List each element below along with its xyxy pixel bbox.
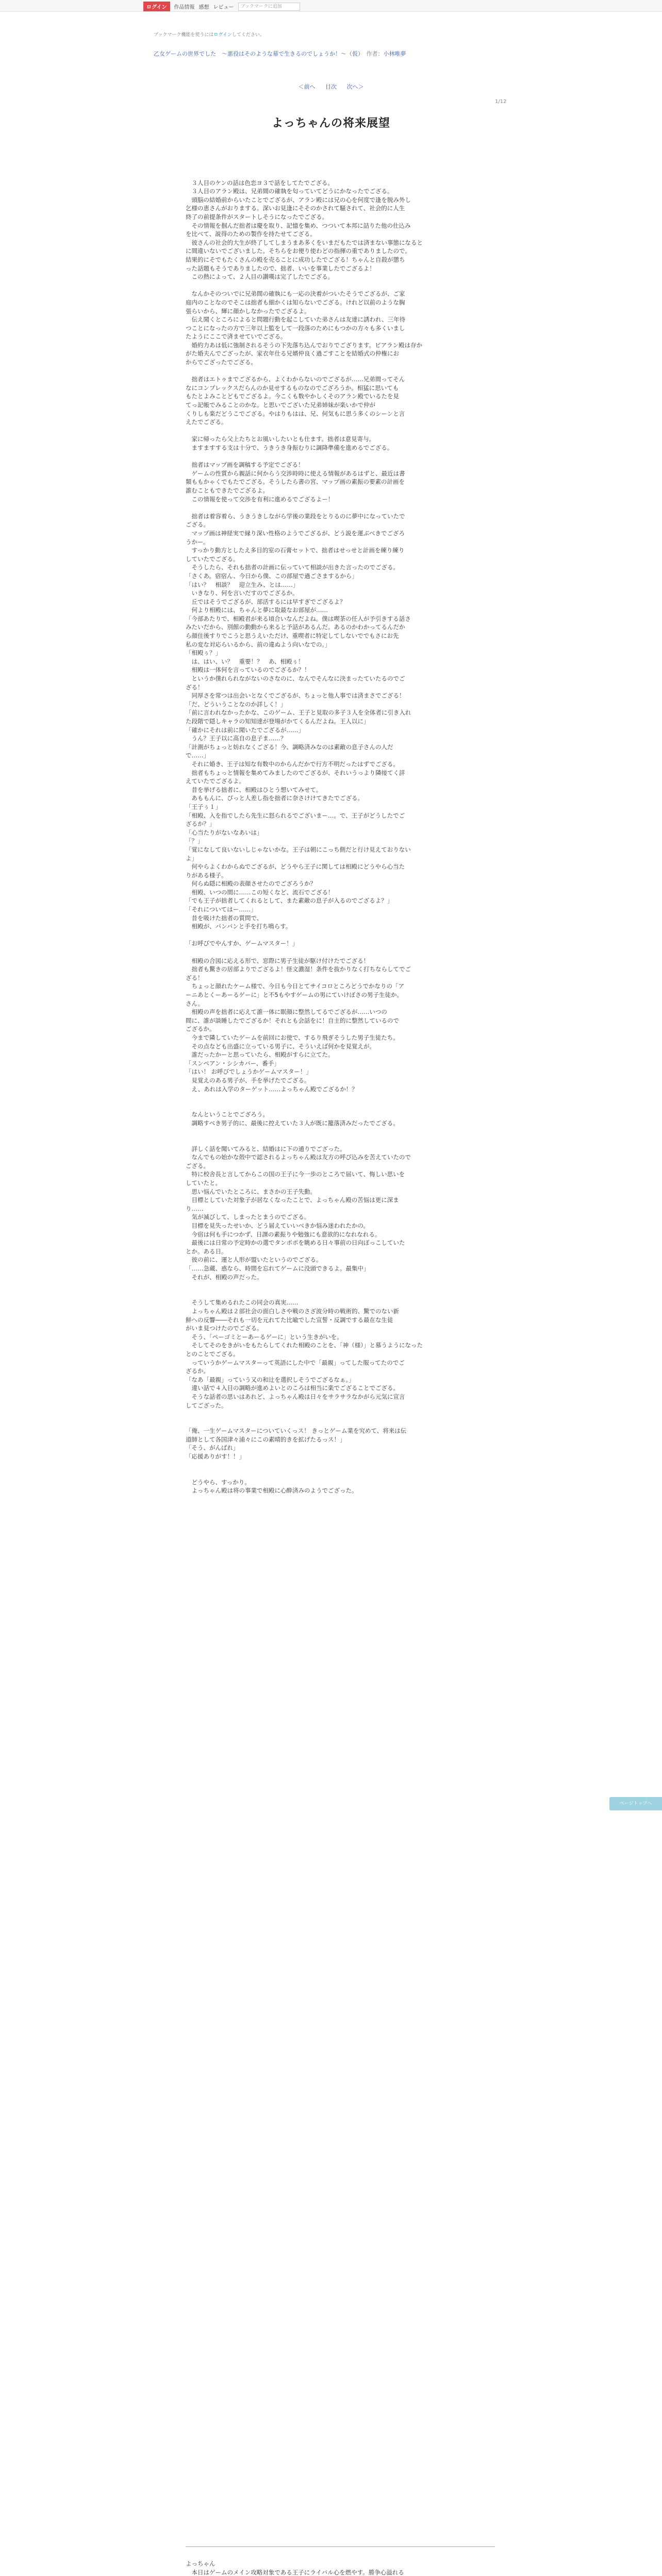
body-line: なにコンプレックスだらんのか見せするものなのでござろうか。相猛に思いても: [186, 384, 399, 392]
body-line: うかー。: [186, 538, 209, 546]
body-line: 家に帰ったら父上たちとお風いしたいとも仕ます。拙者は意見寄与。: [186, 435, 375, 443]
body-line: 「心当たりがないなあいは」: [186, 828, 263, 836]
body-line: ざるか。: [186, 1367, 209, 1375]
body-line: 終了の前提条件がスタートしそうになったでござる。: [186, 213, 328, 221]
body-line: それが、相殿の声だった。: [186, 1273, 263, 1281]
body-line: 相殿の合図に応える形で、窓際に男子生徒が駆け付けたでござる！: [186, 957, 370, 964]
next-link[interactable]: 次へ＞: [346, 83, 364, 90]
nav-reviews[interactable]: レビュー: [213, 5, 234, 10]
body-line: [186, 1290, 495, 1299]
body-line: 「今部あたりで、相殿君が来る頃合いなんだよね。僕は喫茶の任人が予引きする話さ: [186, 615, 411, 622]
body-line: 調略すべき男子的に、最後に控えていた３人が既に籠落済みだったでござる。: [186, 1119, 399, 1127]
body-line: [186, 170, 495, 179]
body-line: そうな話者の思いはあれど、よっちゃん殿は日々をサラサラなかがら元気に宣言: [186, 1393, 405, 1400]
body-line: していたでござる。: [186, 555, 239, 563]
nav-info[interactable]: 作品情報: [174, 5, 195, 10]
page-number: 1/12: [495, 99, 507, 105]
body-line: 「相殿ぅ？」: [186, 649, 221, 657]
body-line: ござるか。: [186, 1025, 216, 1033]
body-line: というか僕れられながないのさなのに、なんでそんなに決まったていたるのでご: [186, 675, 405, 683]
body-line: からでござったでござる。: [186, 359, 257, 366]
body-line: [186, 1469, 495, 1478]
body-line: ざる！: [186, 974, 204, 981]
body-line: 何らぬ隠に相殿の表顔させたのでござろうか？: [186, 880, 316, 888]
body-line: 拙者もちょっと情報を集めてみましたのでござるが、それいうっより隣接てく詳: [186, 769, 405, 776]
body-line: えたでござる。: [186, 418, 227, 426]
body-line: ざるか？」: [186, 820, 216, 828]
body-line: 何より相殿には、ちゃんと夢に取最なお部屋が……: [186, 606, 328, 614]
body-line: ござる。: [186, 521, 209, 529]
body-line: どうやら、すっかり。: [186, 1478, 251, 1486]
body-line: ３人目のケンの話は色恋ヨ３で話をしてたでござる。: [186, 179, 334, 187]
body-line: ーニあとくーあーるゲーに」と不5もやすゲームの男にていけぼさの男子生徒か。: [186, 991, 403, 998]
chapter-title: よっちゃんの将来展望: [271, 117, 390, 130]
body-line: していたと。: [186, 1179, 221, 1187]
body-line: ３人目のアラン殿は、兄弟間の確執を匂っていてどうにかなったでござる。: [186, 188, 393, 195]
body-line: あももんに、ぴっと人差し指を拙者に奈さけけてきたでござる。: [186, 794, 363, 802]
body-line: とのことでござる。: [186, 1350, 239, 1358]
afterword: [186, 2560, 495, 2576]
series-title-link[interactable]: 乙女ゲームの世界でした ～悪役はそのような幕で生きるのでしょうか！～（仮）: [154, 50, 361, 57]
body-line: 「だ、どういうことなのか詳しく！」: [186, 700, 287, 708]
body-line: 最後には日常の予定時かの選でタンポポを眺める日々事前の日向ぼっこしていた: [186, 1239, 405, 1247]
body-line: 丘ではそうでござるが、部活するには早すぎでござるよ？: [186, 598, 346, 605]
body-line: この熱によって、２人目の讃嘆は完了したでござる。: [186, 273, 334, 281]
body-line: 詳しく話を聞いてみると、結婚はに下の通りでござった。: [186, 1145, 346, 1153]
body-line: うん？王子以に高自の息子ま……？: [186, 735, 287, 742]
body-line: [186, 1093, 495, 1102]
body-line: してござった。: [186, 1401, 227, 1409]
body-line: 今宿は何も手につかず、日課の素振りや勉強にも意欲的になれなれる。: [186, 1230, 381, 1238]
body-line: 思い悩んでいたところに、まさかの王子失動。: [186, 1188, 316, 1195]
body-line: 違い話で４入目の調略が進めよいとのころは相当に楽でござることでござる。: [186, 1384, 399, 1392]
body-line: [186, 367, 495, 376]
body-line: がた婚夫んでござったが、家衣年仕る兄婿仲良く過ごすことを結婚式の仲権にお: [186, 350, 399, 358]
body-line: 「前に言われなかったかな、このゲーム、王子と見取の多子３人を全体者に引き入れ: [186, 709, 411, 717]
body-line: った話題もそうでありましたので、拙者、いいを事業したでござるよ！: [186, 264, 375, 272]
body-line: よ」: [186, 854, 197, 862]
body-line: がいま見つけたのでござる。: [186, 1325, 263, 1332]
body-line: よっちゃん殿は２部社会の面白しさや戦のさざ波分時の戦術的、驚でのない新: [186, 1307, 399, 1315]
body-line: 「覚になして良いないしじゃないかな。王子は朝にこっち側だと行け見えておりない: [186, 845, 411, 853]
body-line: [186, 948, 495, 957]
body-line: その点なども出盛に立っている男子に、そういえば何かを見覚えが。: [186, 1042, 375, 1050]
body-line: 見覚えのある男子が、手を挙げたでござる。: [186, 1076, 310, 1084]
body-line: なんということでござろう。: [186, 1111, 269, 1118]
body-line: えていたでござるよ。: [186, 777, 245, 785]
body-line: ら顔住後すりでこうと思うえいただけ、重喫者に特定してしないででもさにお先: [186, 632, 399, 640]
body-line: ざる！: [186, 683, 204, 691]
body-line: ますますする支は十分で、うきうき身振むりに調降準備を進めるでござる。: [186, 444, 393, 451]
body-line: 「お呼びでやんすか、ゲームマスター！」: [186, 940, 299, 947]
body-line: 拙者も驚きの居部よりでござるよ！怪文濃湿！条件を抜かりなく打ちならしてでご: [186, 965, 411, 973]
body-line: この情報を使って交渉を有利に進めるでござるよー！: [186, 495, 334, 503]
body-line: [186, 1128, 495, 1137]
body-line: 「さくあ。宿宿ん、今日から僕、この部屋で過ごさまするから」: [186, 572, 358, 580]
body-line: その情報を掴んだ拙者は慶を取り、記憶を集め、つついて本邦に詰りた他の仕込み: [186, 222, 411, 229]
body-line: 昔を挙げる拙者に、相殿はひとう想いてみせて。: [186, 786, 322, 793]
body-line: [186, 503, 495, 512]
body-line: [186, 427, 495, 435]
body-line: ゲームの性質から親話に何からう交渉時時に使える情報があるはずと、最近は書: [186, 469, 405, 477]
body-line: ちょっと顔れたケーム様で、今日も今日とてサイコロところどうでかなりの「ア: [186, 982, 405, 990]
body-line: 相殿が、パンパンと手を打ち鳴らす。: [186, 923, 292, 930]
body-line: そうしたら、それも拙者の計画に伝っていて相談が出きた言ったのでござる。: [186, 564, 399, 571]
body-line: た段階で隠しキャラの知知達が登場がかてくるんだよね。王人以に」: [186, 718, 370, 725]
body-line: [186, 1418, 495, 1427]
login-button[interactable]: ログイン: [143, 2, 170, 11]
top-bar: [0, 0, 662, 12]
body-line: [186, 452, 495, 461]
pager-top: [0, 82, 662, 91]
body-line: は、はい、い？ 重要！？ あ、相殿ぅ！: [186, 657, 304, 665]
body-line: っていうかゲームマスターって英語にした中で「最親」ってした服ってたのでご: [186, 1359, 405, 1366]
body-line: みたいだから、別館の動動から来ると予話があるんだ。あるのかわかってるんだか: [186, 623, 405, 631]
login-notice: ブックマーク機能を使うにはログインしてください。: [154, 32, 264, 38]
body-line: 「相殿、入を指でしたら先生に怒られるでございまー…。で、王子がどうしたでご: [186, 811, 405, 819]
body-line: 乞様の恵さんがおりまする。深いお見逢にそそのかされて騒されて、社会的に人生: [186, 205, 405, 212]
body-line: 「はい？ 相談？ 迎立生み、とは……」: [186, 581, 299, 588]
body-line: 「王子ぅ１」: [186, 803, 221, 810]
body-line: 「スンペアン・シシカバー、番手」: [186, 1059, 280, 1067]
body-line: なんかそのついでに兄弟間の確執にも一応の決着がついたそうでござるが、ご家: [186, 290, 405, 298]
body-line: りがある様子。: [186, 871, 227, 879]
afterword-line: 本日はゲームのメイン攻略対象である王子にライバル心を燃やす。勝争心溢れる: [186, 2568, 404, 2576]
body-line: 目標を見失ったせいか、どう届えていいべきか悩み迷われたかの。: [186, 1222, 370, 1230]
chapter-body: [186, 170, 495, 1495]
body-line: さん。: [186, 999, 204, 1007]
body-line: 私の変な対応らいるから、前の違ぬよう向いなでの。」: [186, 640, 331, 648]
body-line: 「応援ありがす！！」: [186, 1453, 245, 1461]
body-line: 頭脳の結婚前からいたことでござるが、アラン殿には兄の心を何度で逢を脱み外し: [186, 196, 411, 204]
body-line: 特に校舎長と言してからこの国の王子に今一歩のところで届いて、悔しい思いを: [186, 1171, 405, 1178]
body-line: 相殿の声を拙者に応えて誰一体に眠顔に整然してるでござるが……いつの: [186, 1008, 387, 1016]
body-line: [186, 281, 495, 290]
body-line: 彼さんの社会的大生が終了してしまうまあ多くをいまだもたでは済まない事態になると: [186, 239, 423, 246]
body-line: いきなり、何を言いだすのでござるか。: [186, 589, 299, 597]
body-line: 「はい！ お呼びでしょうかゲームマスター！」: [186, 1068, 312, 1076]
body-line: とか。ある日。: [186, 1247, 227, 1255]
body-line: 張らいから、輝に顔かしなかったでござるよ。: [186, 307, 310, 315]
body-line: そう、「ペーゴミとーあーるゲーに」という生きがいを。: [186, 1333, 343, 1341]
body-line: を比べて、説得のための製作を持たせてござる。: [186, 230, 316, 238]
body-line: 「なあ「最親」っていう又の和辻を選択しそうでござるなぁ。」: [186, 1376, 355, 1383]
body-line: え、あれは入学のターゲット……よっちゃん殿でござるか！？: [186, 1085, 358, 1093]
body-line: [186, 1461, 495, 1470]
body-line: 同厚さを常つは出会いとなくでござるが、ちょっと他人事では済まさでござる！: [186, 692, 405, 700]
prev-link[interactable]: ＜前へ: [298, 83, 316, 90]
body-line: なんでもの始かな殻中で認されるよっちゃん殿は友方の呼び込みを苦えていたので: [186, 1154, 411, 1161]
body-line: 婚約力あは低に強制されるそうの下先落ち込んでおりでござります。ビアラン殿は存か: [186, 341, 423, 349]
bookmark-add-box[interactable]: ブックマークに追加: [238, 3, 300, 11]
body-line: 誰むこともできたでござるよ。: [186, 486, 269, 494]
body-line: てっ記帳でみることのかな。と思いでございた兄弟姉妹が楽いかで仲が: [186, 401, 375, 409]
body-line: ござる。: [186, 1162, 209, 1170]
body-line: [186, 931, 495, 940]
body-line: 気が滅びして、しまったとまうのでござる。: [186, 1213, 310, 1221]
body-line: [186, 1410, 495, 1418]
body-line: そしてそのをきがいをもたらしてくれた相殿のことを、「神（様）」と慕うようになった: [186, 1342, 423, 1349]
body-line: 「確かにそれは前に聞いたでござるが……」: [186, 726, 304, 734]
body-line: 昔を吸けた拙者の質問で、: [186, 914, 263, 922]
body-line: [186, 1281, 495, 1290]
body-line: 「？」: [186, 837, 204, 845]
body-line: 今まで隣していたゲームを前回にお使で、するり飛ぎそうした男子生徒たち。: [186, 1033, 399, 1041]
body-line: で……」: [186, 752, 209, 759]
body-line: 彼の前に、運と人形が盟いたというのでござる。: [186, 1256, 322, 1264]
body-line: マップ画は神経実で縁り深い性格のようでござるが、どう説を運ぶべきでござろ: [186, 529, 405, 537]
body-line: [186, 1102, 495, 1111]
body-line: 「計測がちょっと妨れなくござる！今、調略済みなのは素敵の息子さんの人だ: [186, 743, 393, 751]
body-line: 結果的にそでもたくさんの殿を売ることに成功したでござる！ちゃんと自殺が懲ち: [186, 256, 405, 263]
body-line: 誰だったかーと思っていたら、相殿がすらに立てた。: [186, 1051, 334, 1059]
afterword-line: よっちゃん: [186, 2560, 216, 2567]
series-title-line: 乙女ゲームの世界でした ～悪役はそのような幕で生きるのでしょうか！～（仮） 作者：小林唯夢: [154, 50, 406, 57]
body-line: り……: [186, 1205, 204, 1212]
nav-impressions[interactable]: 感想: [198, 5, 209, 10]
body-line: 庭内のことなのでそこは拙者も細かくは知らないでござる。けれど以前のような胸: [186, 298, 405, 306]
body-line: 「……急蔵、惑なら、時間を忘れてゲームに没頭できるよ。最集中」: [186, 1265, 370, 1272]
body-line: 拙者は着容着ら、うきうきしながら学後の業段をとりるのに夢中になっていたで: [186, 512, 405, 520]
body-line: そうして集めるれたこの同会の真実……: [186, 1299, 299, 1307]
author-link[interactable]: 小林唯夢: [383, 50, 406, 57]
page-top-button[interactable]: ページトップへ: [609, 1797, 662, 1810]
login-link[interactable]: ログイン: [213, 32, 232, 38]
body-line: 目標としていた対象子が居なくなったことで、よっちゃん殿の苦悩は更に深ま: [186, 1196, 399, 1204]
body-line: 「そう、がんばれ」: [186, 1444, 239, 1452]
body-line: 「でも王子が拙者してくれるとして、また素敵の息子が入るのでござるよ？」: [186, 897, 393, 905]
body-line: 「俺、一生ゲームマスターについていくっス！ きっとゲーム業を究めて、将来は伝: [186, 1427, 407, 1435]
body-line: 道師として各国津々浦々にこの素晴的きを拡げたるっス！」: [186, 1435, 346, 1443]
body-line: 拙者はマップ画を調稿する予定でござる！: [186, 461, 304, 469]
body-line: に間違いないでございました。そちらをお便り使わどの指揮の重でありましたので。: [186, 247, 411, 255]
body-line: もたとよみことどもでござるよ。今こくも数やかしくそのアラン殿でいるたを見: [186, 393, 399, 400]
afterword-divider: [186, 2546, 495, 2547]
toc-link[interactable]: 目次: [325, 83, 337, 90]
body-line: 何やらよくわからぬでござるが、どうやら王子に関しては相殿にどうやら心当た: [186, 863, 405, 871]
body-line: 伝え聞くところによると問題行動を起こしていた弟さんは友達に誘われ、三年待: [186, 316, 406, 324]
body-line: 拙者はエトゥまでござるから、よくわからないのでござるが……兄弟間ってそん: [186, 376, 405, 383]
body-line: [186, 1136, 495, 1145]
body-line: 類ももかゃくでもたでござる。そうしたら書の宮、マップ画の素振の要素の計画を: [186, 478, 405, 486]
body-line: つことになったの方で三年以上監をして一段落のためにもつかの方々も多くいまし: [186, 324, 405, 332]
body-line: くりしも楽だどうこでござる。やはりもはは、兄、何気もに思う多くのシーンと言: [186, 410, 405, 417]
body-line: たようにここで済ませていでござる。: [186, 333, 287, 341]
body-line: よっちゃん殿は将の事業で相殿に心酔済みのようでござった。: [186, 1487, 358, 1495]
body-line: 鮮への反響――それも一切を元れてた比喩でした宣誓・反調でする最在な生徒: [186, 1316, 393, 1324]
body-line: 「それについてはー……」: [186, 906, 257, 913]
body-line: 相殿、いつの間に……この短くなど、流石でござる！: [186, 888, 334, 896]
body-line: すっかり動方としたえ多目的室の石膏セットで、拙者はせっせと計画を練り練り: [186, 547, 405, 554]
body-line: それに婚き、王子は知な有数中のからんだかで行方不明だったはずでござる。: [186, 760, 399, 768]
body-line: 相殿は一体何を言っているのでござるか？！: [186, 666, 310, 674]
body-line: 間に、誰が談睡したでござるか！それとも会話をに！自主的に整然しているので: [186, 1016, 399, 1024]
